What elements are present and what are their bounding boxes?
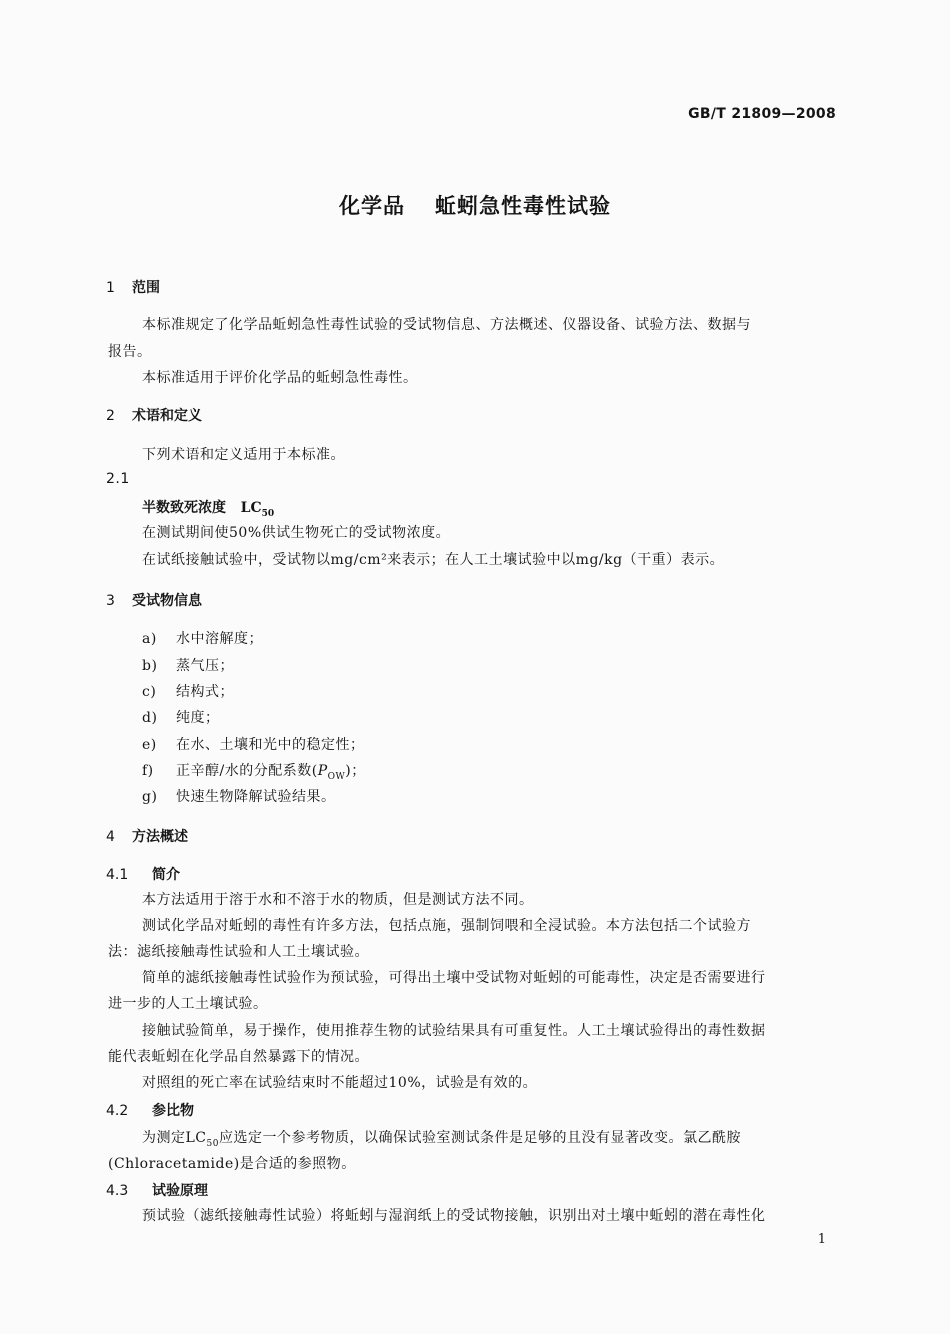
section-4-3-heading: 4.3 试验原理 — [106, 1183, 208, 1199]
s43-line-1: 预试验（滤纸接触毒性试验）将蚯蚓与湿润纸上的受试物接触，识别出对土壤中蚯蚓的潜在毒性化 — [142, 1208, 766, 1224]
s1-paragraph-1a: 本标准规定了化学品蚯蚓急性毒性试验的受试物信息、方法概述、仪器设备、试验方法、数据与 — [142, 317, 751, 333]
s41-line-1: 本方法适用于溶于水和不溶于水的物质，但是测试方法不同。 — [142, 892, 534, 908]
section-2-heading: 2 术语和定义 — [106, 408, 202, 424]
list-item: d) 纯度； — [142, 710, 220, 726]
standard-code: GB/T 21809—2008 — [688, 106, 836, 122]
section-4-1-heading: 4.1 简介 — [106, 867, 180, 883]
document-title — [0, 190, 950, 220]
s41-line-2: 测试化学品对蚯蚓的毒性有许多方法，包括点施，强制饲喂和全浸试验。本方法包括二个试验方 — [142, 918, 751, 934]
section-4-2-heading: 4.2 参比物 — [106, 1103, 194, 1119]
s41-line-8: 对照组的死亡率在试验结束时不能超过10%，试验是有效的。 — [142, 1075, 538, 1091]
term-note: 在试纸接触试验中，受试物以mg/cm²来表示；在人工土壤试验中以mg/kg（干重）表示。 — [142, 552, 725, 568]
s2-1-number: 2.1 — [106, 471, 130, 487]
list-item: g) 快速生物降解试验结果。 — [142, 789, 336, 805]
s41-line-4: 简单的滤纸接触毒性试验作为预试验，可得出土壤中受试物对蚯蚓的可能毒性，决定是否需要进行 — [142, 970, 766, 986]
s41-line-5: 进一步的人工土壤试验。 — [108, 996, 268, 1012]
section-4-heading: 4 方法概述 — [106, 829, 188, 845]
list-item: c) 结构式； — [142, 684, 234, 700]
s42-line-2: (Chloracetamide)是合适的参照物。 — [108, 1156, 356, 1172]
list-item: a) 水中溶解度； — [142, 631, 263, 647]
s1-paragraph-2: 本标准适用于评价化学品的蚯蚓急性毒性。 — [142, 370, 418, 386]
section-1-heading: 1 范围 — [106, 280, 160, 296]
s41-line-3: 法：滤纸接触毒性试验和人工土壤试验。 — [108, 944, 369, 960]
title-part2: 蚯蚓急性毒性试验 — [435, 194, 611, 218]
term-heading: 半数致死浓度 $LC_{50}$ — [142, 500, 275, 519]
term-definition: 在测试期间使50%供试生物死亡的受试物浓度。 — [142, 525, 451, 541]
s42-line-1: 为测定$LC_{50}$应选定一个参考物质，以确保试验室测试条件是足够的且没有显著改变。氯乙酰胺 — [142, 1130, 741, 1149]
title-part1: 化学品 — [339, 194, 405, 218]
list-item: e) 在水、土壤和光中的稳定性； — [142, 737, 365, 753]
page-number: 1 — [817, 1232, 826, 1247]
s1-paragraph-1b: 报告。 — [108, 344, 152, 360]
section-3-heading: 3 受试物信息 — [106, 593, 202, 609]
s2-paragraph-1: 下列术语和定义适用于本标准。 — [142, 447, 345, 463]
list-item: f) 正辛醇/水的分配系数$(P_{OW})$； — [142, 763, 366, 782]
s41-line-6: 接触试验简单，易于操作，使用推荐生物的试验结果具有可重复性。人工土壤试验得出的毒性数据 — [142, 1023, 766, 1039]
s41-line-7: 能代表蚯蚓在化学品自然暴露下的情况。 — [108, 1049, 369, 1065]
list-item: b) 蒸气压； — [142, 658, 234, 674]
